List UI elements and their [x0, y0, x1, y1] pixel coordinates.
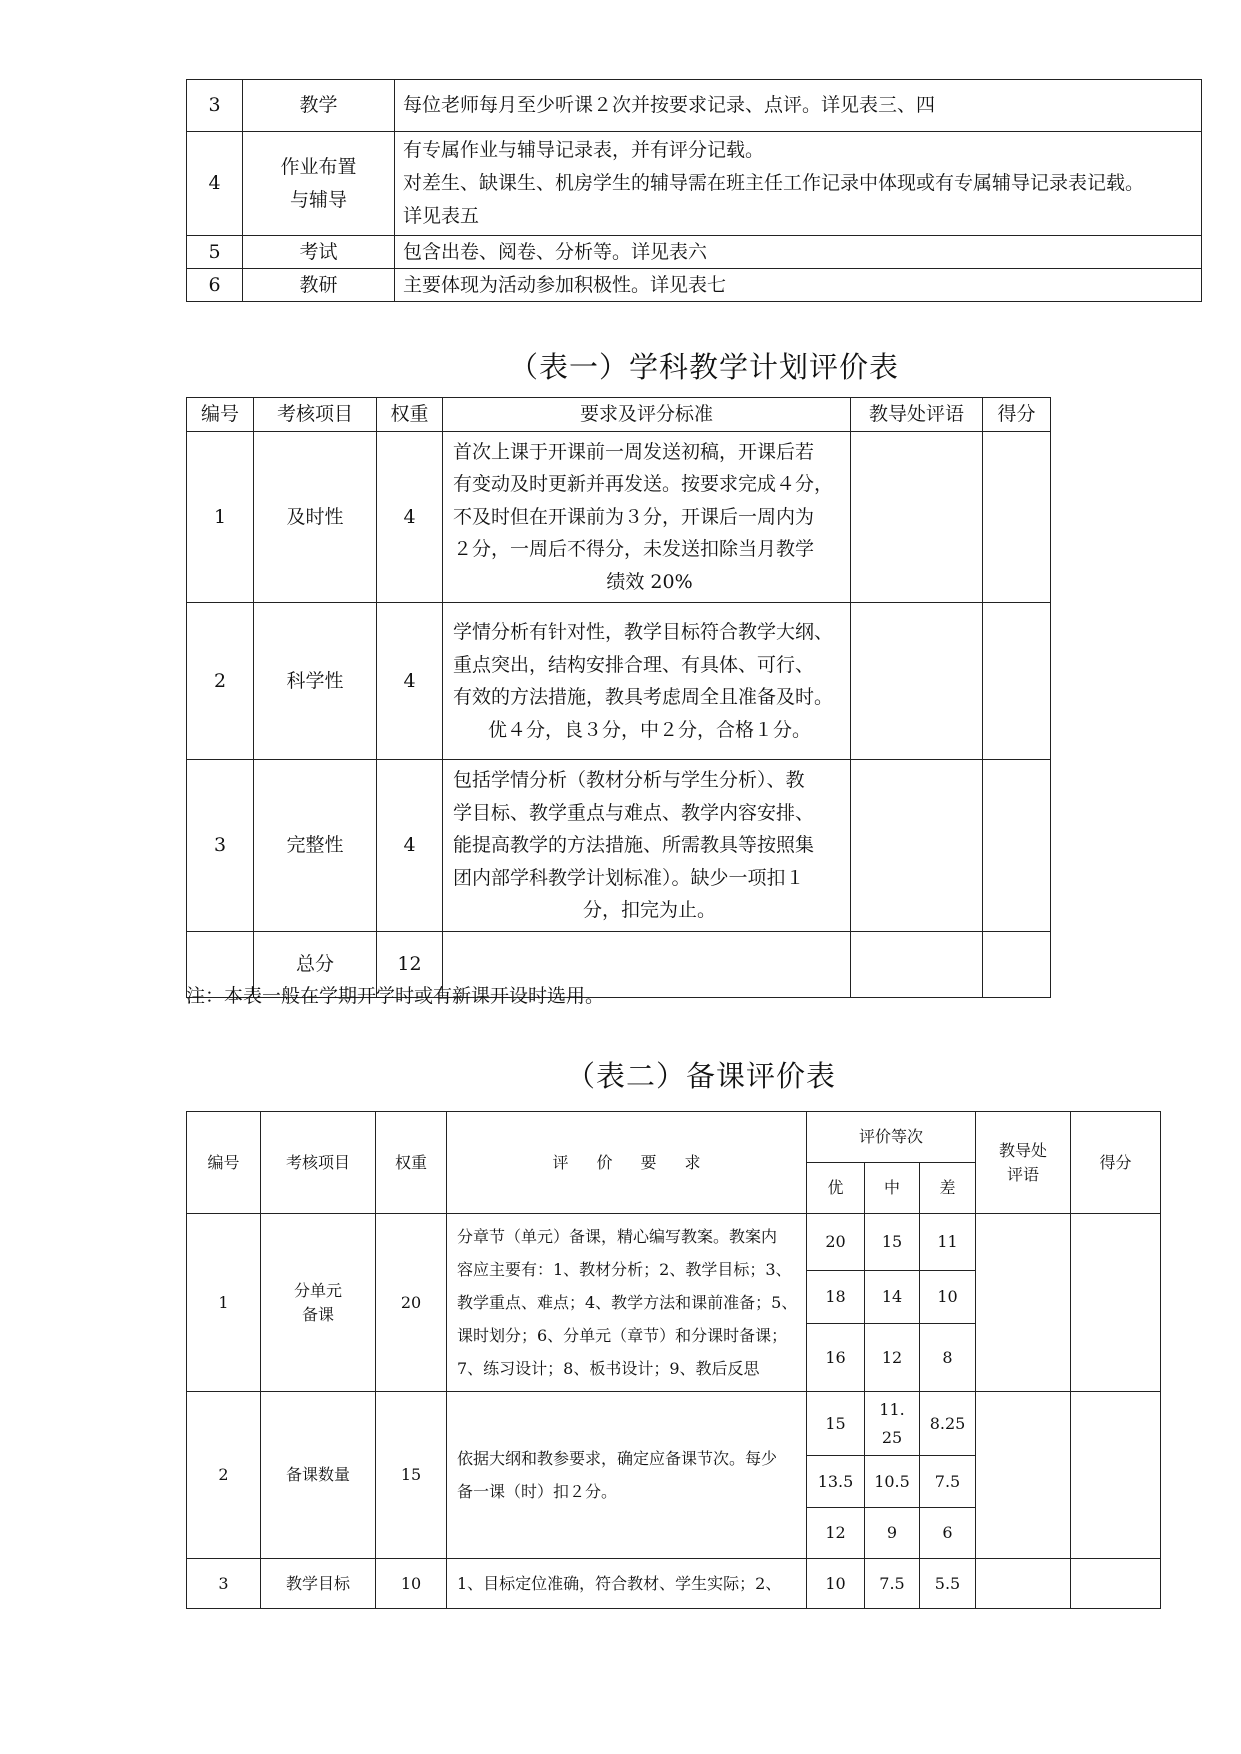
row-desc: 每位老师每月至少听课２次并按要求记录、点评。详见表三、四 [395, 80, 1202, 132]
row-item: 科学性 [254, 603, 377, 760]
table-row [187, 269, 1202, 302]
row-score [1071, 1392, 1161, 1559]
header-no: 编号 [187, 1112, 261, 1214]
table-row [187, 760, 1051, 932]
header-score: 得分 [1071, 1112, 1161, 1214]
row-desc: 包含出卷、阅卷、分析等。详见表六 [395, 236, 1202, 269]
grade-cell: 14 [865, 1271, 920, 1324]
grade-cell: 20 [807, 1214, 865, 1271]
row-score [1071, 1559, 1161, 1609]
grade-cell: 7.5 [920, 1456, 976, 1508]
row-item: 完整性 [254, 760, 377, 932]
row-number: 4 [187, 132, 243, 236]
table-header-row [187, 398, 1051, 432]
row-requirement: 分章节（单元）备课，精心编写教案。教案内 容应主要有：1、教材分析；2、教学目标；3、 教学重点、难点；4、教学方法和课前准备；5、 课时划分；6、分单元（章节）和分课时备课； 7、练习设计；8、板书设计；9、教后反思 [447, 1214, 807, 1392]
table-row [187, 1392, 1161, 1456]
grade-cell: 11 [920, 1214, 976, 1271]
table2-title: （表二）备课评价表 [566, 1059, 837, 1093]
header-requirement: 评价要求 [447, 1112, 807, 1214]
row-item: 及时性 [254, 431, 377, 603]
table-row [187, 1559, 1161, 1609]
row-desc: 有专属作业与辅导记录表，并有评分记载。 对差生、缺课生、机房学生的辅导需在班主任工作记录中体现或有专属辅导记录表记载。 详见表五 [395, 132, 1202, 236]
row-comment [851, 431, 983, 603]
table1-note: 注：本表一般在学期开学时或有新课开设时选用。 [186, 985, 605, 1007]
header-grade-excellent: 优 [807, 1163, 865, 1214]
grade-cell: 15 [807, 1392, 865, 1456]
row-comment [851, 760, 983, 932]
table-row [187, 603, 1051, 760]
row-weight: 4 [377, 760, 443, 932]
grade-cell: 15 [865, 1214, 920, 1271]
grade-cell: 13.5 [807, 1456, 865, 1508]
table-row [187, 80, 1202, 132]
row-item: 教研 [243, 269, 395, 302]
row-number: 5 [187, 236, 243, 269]
header-comment: 教导处 评语 [976, 1112, 1071, 1214]
table-row [187, 132, 1202, 236]
table-row [187, 236, 1202, 269]
row-number: 2 [187, 1392, 261, 1559]
row-weight: 4 [377, 431, 443, 603]
row-weight: 10 [376, 1559, 447, 1609]
header-requirement: 要求及评分标准 [443, 398, 851, 432]
total-score [983, 931, 1051, 997]
row-weight: 20 [376, 1214, 447, 1392]
row-number: 1 [187, 431, 254, 603]
total-label: 总分 [254, 931, 377, 997]
lesson-prep-table [186, 1111, 1161, 1609]
grade-cell: 18 [807, 1271, 865, 1324]
row-item: 作业布置 与辅导 [243, 132, 395, 236]
table-row [187, 431, 1051, 603]
header-score: 得分 [983, 398, 1051, 432]
row-score [983, 760, 1051, 932]
row-score [1071, 1214, 1161, 1392]
row-item: 考试 [243, 236, 395, 269]
row-comment [976, 1214, 1071, 1392]
row-score [983, 431, 1051, 603]
header-grade-poor: 差 [920, 1163, 976, 1214]
header-grade-medium: 中 [865, 1163, 920, 1214]
row-requirement: 包括学情分析（教材分析与学生分析）、教 学目标、教学重点与难点、教学内容安排、 能提高教学的方法措施、所需教具等按照集 团内部学科教学计划标准）。缺少一项扣１ 分，扣完为止。 [443, 760, 851, 932]
row-number: 3 [187, 1559, 261, 1609]
row-number: 6 [187, 269, 243, 302]
grade-cell: 7.5 [865, 1559, 920, 1609]
table-row [187, 1214, 1161, 1271]
header-comment: 教导处评语 [851, 398, 983, 432]
grade-cell: 10.5 [865, 1456, 920, 1508]
header-item: 考核项目 [261, 1112, 376, 1214]
table1-title: （表一）学科教学计划评价表 [509, 350, 900, 384]
row-weight: 15 [376, 1392, 447, 1559]
row-requirement: 1、目标定位准确，符合教材、学生实际；2、 [447, 1559, 807, 1609]
header-grade: 评价等次 [807, 1112, 976, 1163]
row-item: 备课数量 [261, 1392, 376, 1559]
row-comment [976, 1392, 1071, 1559]
header-no: 编号 [187, 398, 254, 432]
grade-cell: 12 [865, 1324, 920, 1392]
grade-cell: 9 [865, 1508, 920, 1559]
teaching-plan-table [186, 397, 1051, 998]
grade-cell: 11.25 [865, 1392, 920, 1456]
row-item: 教学目标 [261, 1559, 376, 1609]
row-number: 1 [187, 1214, 261, 1392]
overview-table [186, 79, 1202, 302]
row-requirement: 依据大纲和教参要求，确定应备课节次。每少 备一课（时）扣２分。 [447, 1392, 807, 1559]
grade-cell: 16 [807, 1324, 865, 1392]
row-comment [976, 1559, 1071, 1609]
row-number: 2 [187, 603, 254, 760]
row-number: 3 [187, 80, 243, 132]
row-requirement: 首次上课于开课前一周发送初稿，开课后若 有变动及时更新并再发送。按要求完成４分， 不及时但在开课前为３分，开课后一周内为 ２分，一周后不得分，未发送扣除当月教学 绩效 20% [443, 431, 851, 603]
header-weight: 权重 [377, 398, 443, 432]
header-weight: 权重 [376, 1112, 447, 1214]
row-item: 分单元 备课 [261, 1214, 376, 1392]
row-item: 教学 [243, 80, 395, 132]
table-header-row [187, 1112, 1161, 1163]
total-comment [851, 931, 983, 997]
total-weight: 12 [377, 931, 443, 997]
grade-cell: 10 [920, 1271, 976, 1324]
row-score [983, 603, 1051, 760]
row-comment [851, 603, 983, 760]
row-desc: 主要体现为活动参加积极性。详见表七 [395, 269, 1202, 302]
grade-cell: 5.5 [920, 1559, 976, 1609]
row-number: 3 [187, 760, 254, 932]
grade-cell: 8 [920, 1324, 976, 1392]
row-weight: 4 [377, 603, 443, 760]
grade-cell: 6 [920, 1508, 976, 1559]
grade-cell: 10 [807, 1559, 865, 1609]
grade-cell: 12 [807, 1508, 865, 1559]
grade-cell: 8.25 [920, 1392, 976, 1456]
row-requirement: 学情分析有针对性，教学目标符合教学大纲、 重点突出，结构安排合理、有具体、可行、 有效的方法措施，教具考虑周全且准备及时。 优４分，良３分，中２分，合格１分。 [443, 603, 851, 760]
header-item: 考核项目 [254, 398, 377, 432]
